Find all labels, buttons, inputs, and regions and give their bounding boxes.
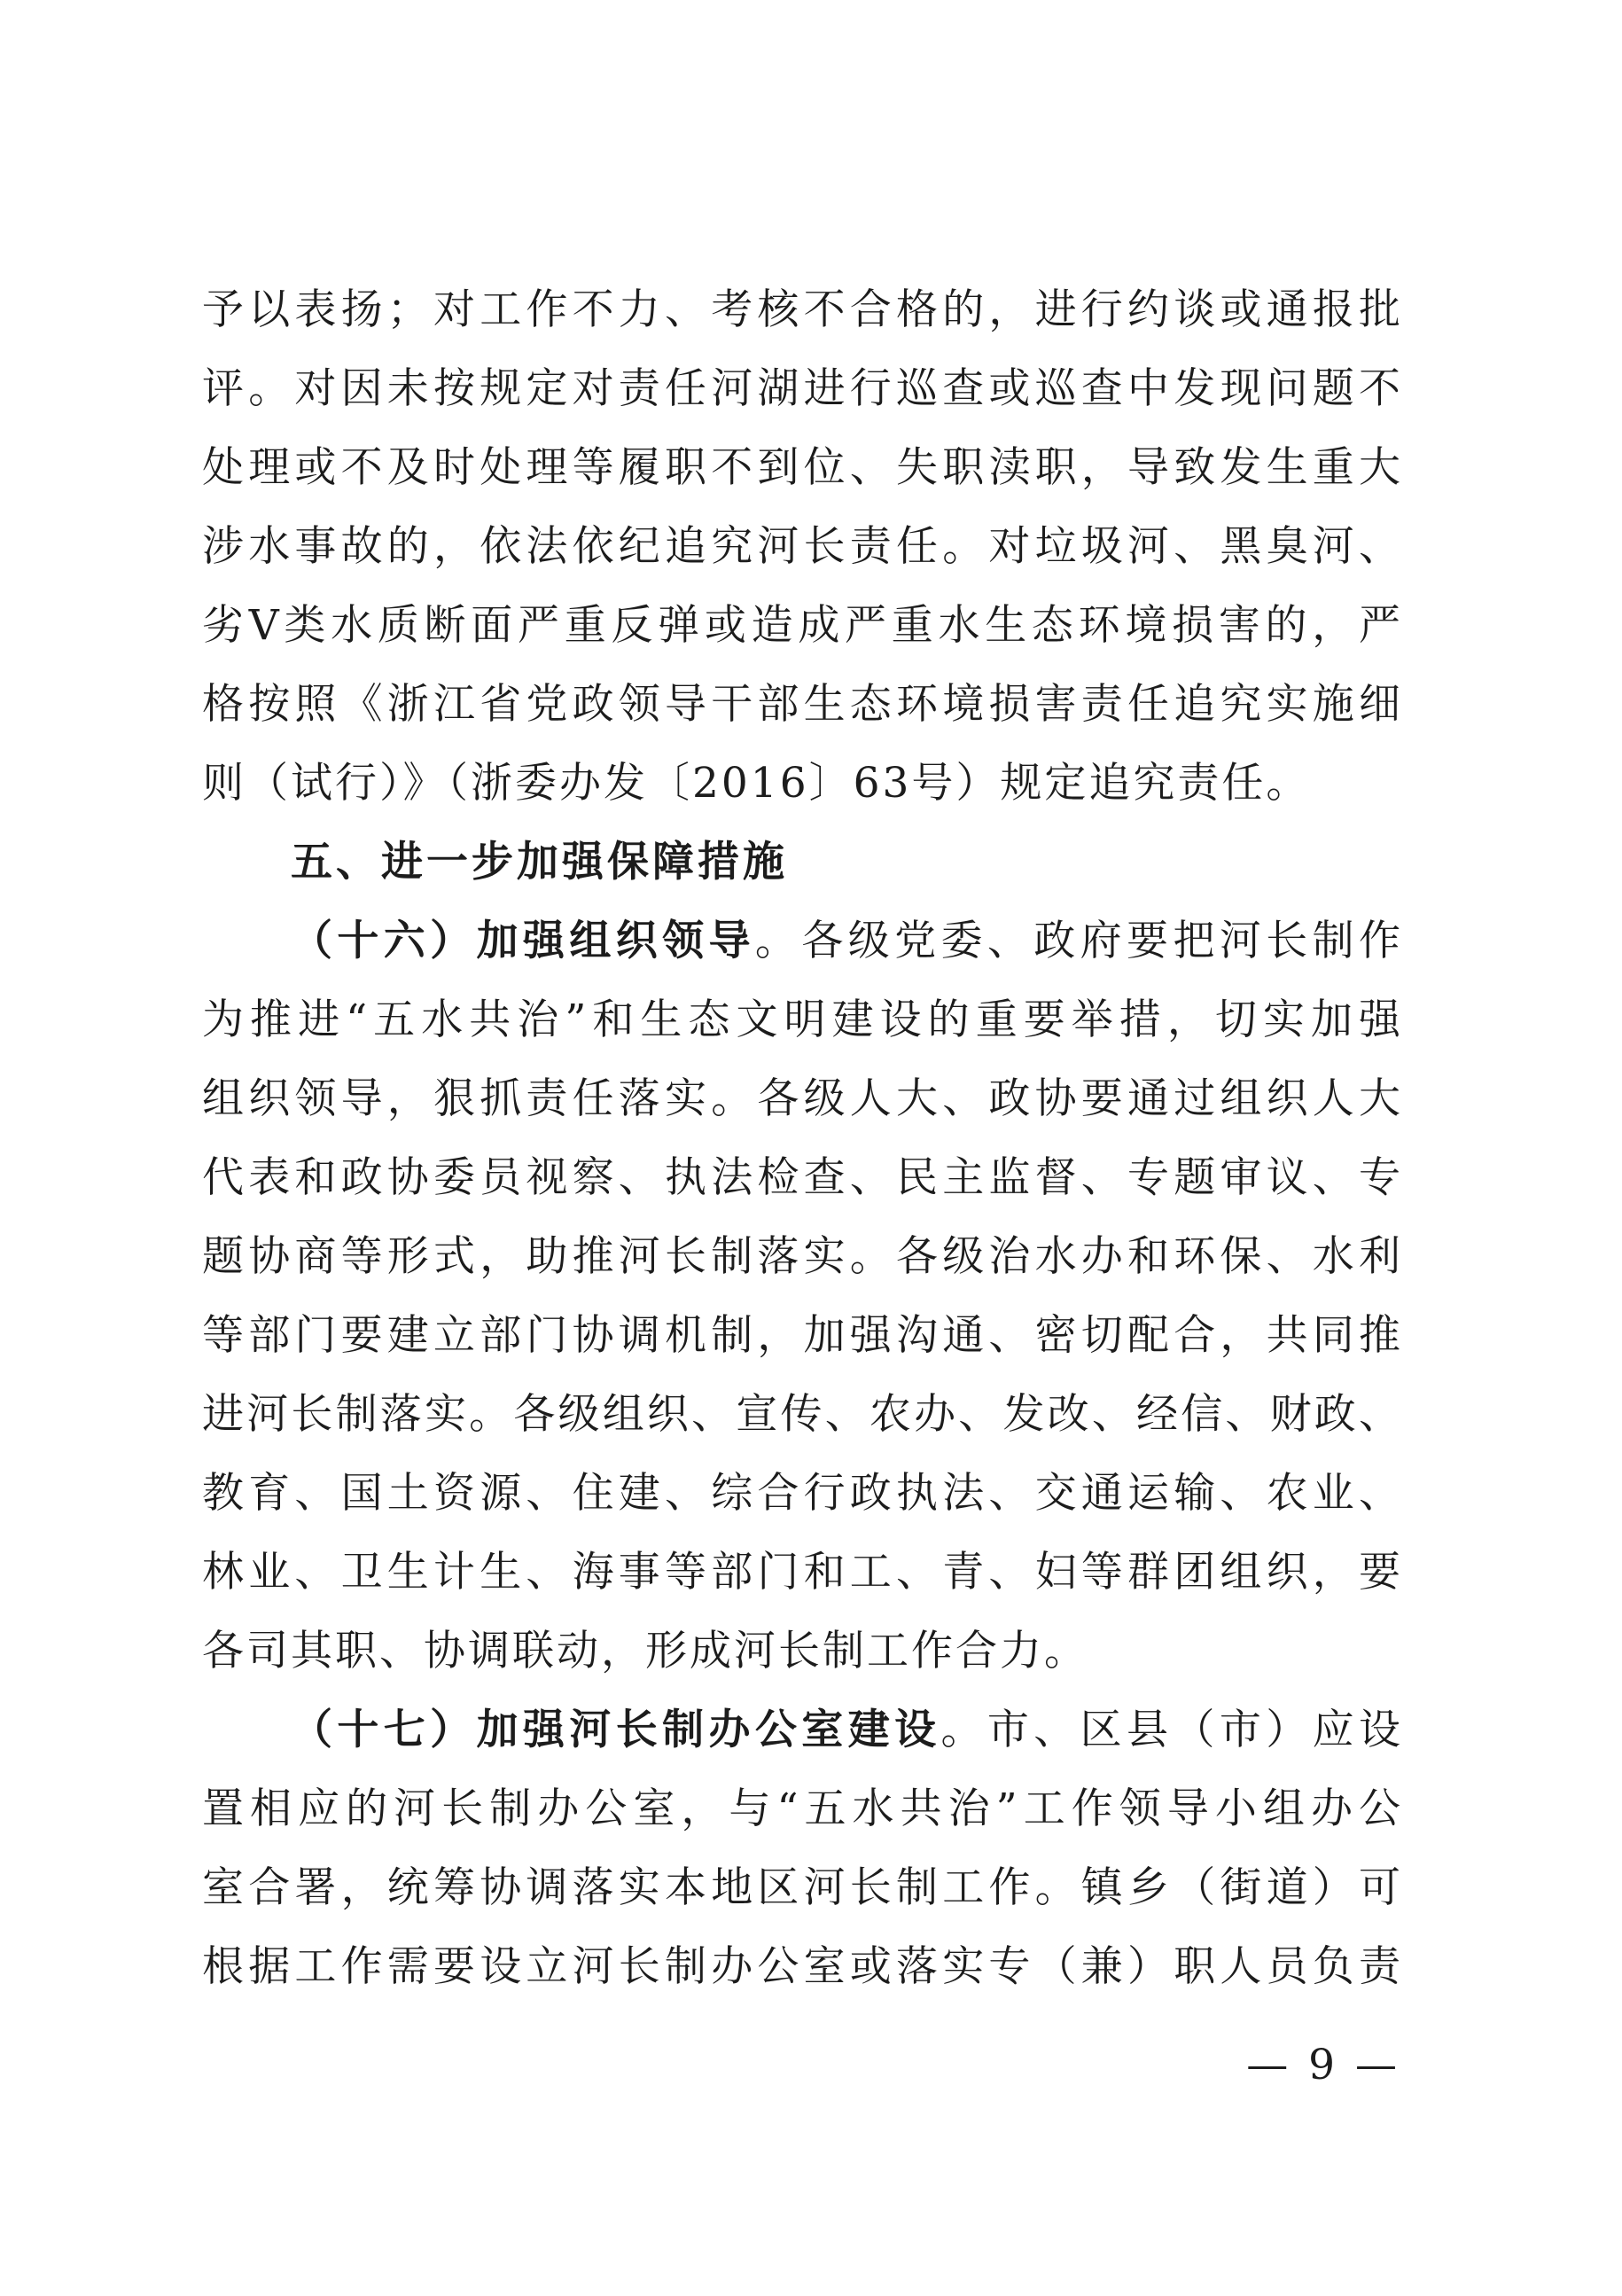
- document-body: [202, 270, 1400, 2006]
- text-line: 予以表扬；对工作不力、考核不合格的，进行约谈或通报批: [202, 285, 1400, 334]
- text-line: 劣V类水质断面严重反弹或造成严重水生态环境损害的，严: [202, 601, 1400, 650]
- text-line: 等部门要建立部门协调机制，加强沟通、密切配合，共同推: [202, 1311, 1400, 1360]
- line-text: 。市、区县（市）应设: [940, 1706, 1400, 1754]
- text-line: 评。对因未按规定对责任河湖进行巡查或巡查中发现问题不: [202, 364, 1400, 413]
- text-line: 格按照《浙江省党政领导干部生态环境损害责任追究实施细: [202, 680, 1400, 729]
- section-heading: 五、进一步加强保障措施: [291, 838, 788, 886]
- line-text: 。各级党委、政府要把河长制作: [754, 917, 1400, 965]
- text-line: 涉水事故的，依法依纪追究河长责任。对垃圾河、黑臭河、: [202, 522, 1400, 571]
- section-heading-line: [202, 823, 1400, 902]
- text-line: 为推进“五水共治”和生态文明建设的重要举措，切实加强: [202, 996, 1400, 1044]
- text-line: 处理或不及时处理等履职不到位、失职渎职，导致发生重大: [202, 443, 1400, 492]
- text-line: [202, 1691, 1400, 1769]
- page-number: — 9 —: [1246, 2041, 1400, 2089]
- text-line: 置相应的河长制办公室，与“五水共治”工作领导小组办公: [202, 1784, 1400, 1833]
- text-line: 教育、国土资源、住建、综合行政执法、交通运输、农业、: [202, 1469, 1400, 1518]
- text-line: 组织领导，狠抓责任落实。各级人大、政协要通过组织人大: [202, 1074, 1400, 1123]
- text-line: [202, 902, 1400, 980]
- text-line: 代表和政协委员视察、执法检查、民主监督、专题审议、专: [202, 1153, 1400, 1202]
- text-line: 进河长制落实。各级组织、宣传、农办、发改、经信、财政、: [202, 1390, 1400, 1439]
- text-line: 室合署，统筹协调落实本地区河长制工作。镇乡（街道）可: [202, 1863, 1400, 1912]
- text-line: 题协商等形式，助推河长制落实。各级治水办和环保、水利: [202, 1232, 1400, 1281]
- text-line: 则（试行）》（浙委办发〔2016〕63号）规定追究责任。: [202, 759, 1311, 808]
- subsection-heading: （十七）加强河长制办公室建设: [291, 1706, 941, 1754]
- text-line: 林业、卫生计生、海事等部门和工、青、妇等群团组织，要: [202, 1548, 1400, 1597]
- text-line: 根据工作需要设立河长制办公室或落实专（兼）职人员负责: [202, 1942, 1400, 1991]
- text-line: 各司其职、协调联动，形成河长制工作合力。: [202, 1627, 1088, 1675]
- subsection-heading: （十六）加强组织领导: [291, 917, 755, 965]
